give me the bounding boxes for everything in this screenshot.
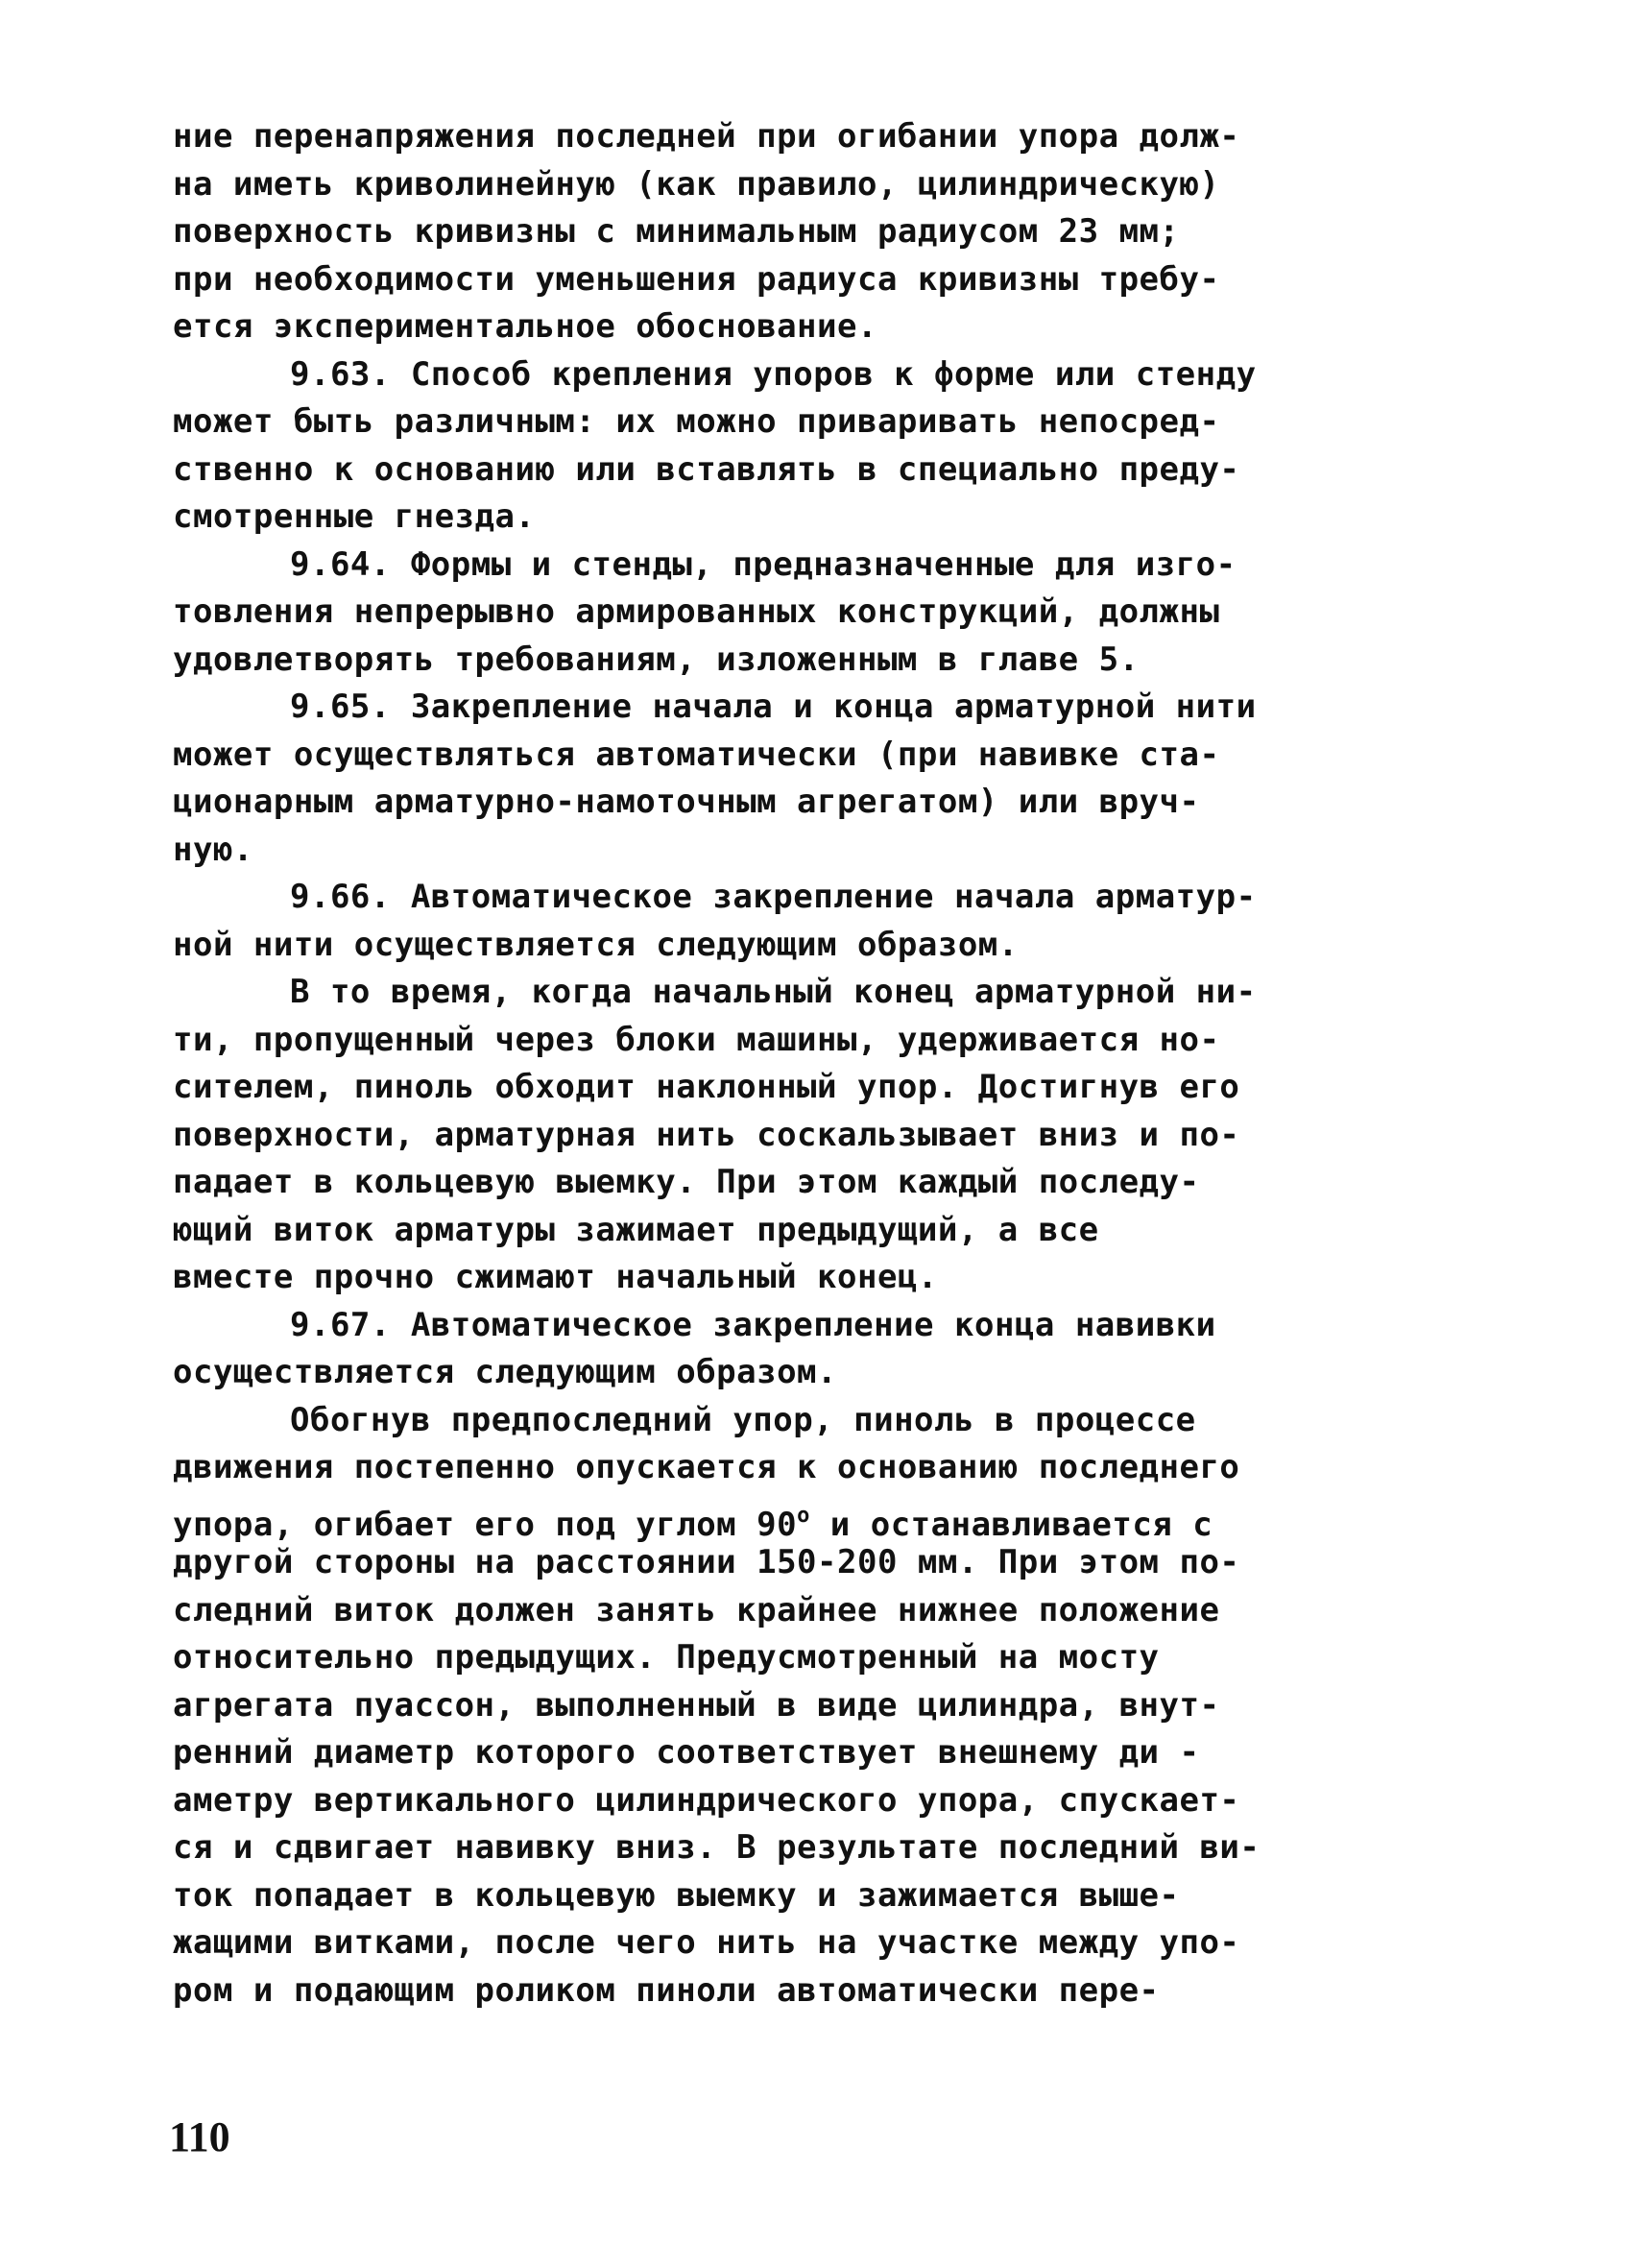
text-line xyxy=(173,446,1450,495)
text-line xyxy=(173,1872,1450,1920)
paragraph-9-64-first-line xyxy=(173,542,1450,590)
text-line xyxy=(173,1444,1450,1492)
text-line xyxy=(173,303,1450,351)
line-text: ционарным арматурно-намоточным агрегатом) или вруч- xyxy=(173,783,1200,821)
text-line xyxy=(173,732,1450,780)
text-line xyxy=(173,1159,1450,1207)
text-line xyxy=(173,1682,1450,1730)
line-text: аметру вертикального цилиндрического упора, спускает- xyxy=(173,1780,1240,1820)
text-line xyxy=(173,1634,1450,1682)
text-line xyxy=(173,208,1450,256)
line-text: ток попадает в кольцевую выемку и зажимается выше- xyxy=(173,1875,1180,1915)
line-text: 9.67. Автоматическое закрепление конца навивки xyxy=(290,1305,1216,1344)
line-text: вместе прочно сжимают начальный конец. xyxy=(173,1258,938,1296)
text-line xyxy=(173,113,1450,161)
page-text xyxy=(173,113,1450,2015)
line-text: движения постепенно опускается к основанию последнего xyxy=(173,1448,1240,1486)
text-line xyxy=(173,1254,1450,1302)
text-line-with-degree xyxy=(173,1492,1450,1544)
paragraph-first-line xyxy=(173,969,1450,1017)
line-text: другой стороны на расстоянии 150-200 мм. При этом по- xyxy=(173,1543,1240,1581)
paragraph-first-line xyxy=(173,1397,1450,1445)
text-line xyxy=(173,161,1450,209)
line-text: 9.64. Формы и стенды, предназначенные для изго- xyxy=(290,544,1237,584)
text-line xyxy=(173,1539,1450,1587)
line-text: ся и сдвигает навивку вниз. В результате последний ви- xyxy=(173,1828,1261,1867)
text-line xyxy=(173,1824,1450,1872)
line-text: 9.66. Автоматическое закрепление начала арматур- xyxy=(290,878,1257,916)
text-line xyxy=(173,1919,1450,1967)
line-text: смотренные гнезда. xyxy=(173,497,536,536)
text-line xyxy=(173,1349,1450,1397)
line-text: и останавливается с xyxy=(809,1505,1213,1544)
text-line xyxy=(173,398,1450,446)
line-text: жащими витками, после чего нить на участке между упо- xyxy=(173,1923,1240,1962)
line-text: на иметь криволинейную (как правило, цилиндрическую) xyxy=(173,164,1220,204)
line-text: ющий виток арматуры зажимает предыдущий, а все xyxy=(173,1210,1099,1249)
line-text: сителем, пиноль обходит наклонный упор. Достигнув его xyxy=(173,1068,1240,1106)
line-text: Обогнув предпоследний упор, пиноль в процессе xyxy=(290,1400,1196,1439)
paragraph-9-66-first-line xyxy=(173,874,1450,922)
page-number: 110 xyxy=(169,2113,230,2160)
paragraph-9-65-first-line xyxy=(173,684,1450,732)
line-text: упора, огибает его под углом 90 xyxy=(173,1505,798,1544)
line-text: ется экспериментальное обоснование. xyxy=(173,307,877,346)
line-text: 9.65. Закрепление начала и конца арматурной нити xyxy=(290,688,1257,726)
text-line xyxy=(173,922,1450,970)
paragraph-9-67-first-line xyxy=(173,1302,1450,1350)
degree-superscript: о xyxy=(797,1503,810,1528)
text-line xyxy=(173,1064,1450,1112)
line-text: ние перенапряжения последней при огибании упора долж- xyxy=(173,117,1240,156)
text-line xyxy=(173,1729,1450,1777)
paragraph-9-63-first-line xyxy=(173,351,1450,399)
text-line xyxy=(173,589,1450,637)
line-text: удовлетворять требованиям, изложенным в главе 5. xyxy=(173,639,1140,679)
text-line xyxy=(173,256,1450,304)
line-text: товления непрерывно армированных конструкций, должны xyxy=(173,592,1220,631)
line-text: может осуществляться автоматически (при навивке ста- xyxy=(173,735,1220,774)
text-line xyxy=(173,1112,1450,1160)
line-text: может быть различным: их можно приваривать непосред- xyxy=(173,402,1220,441)
line-text: следний виток должен занять крайнее нижнее положение xyxy=(173,1590,1220,1629)
line-text: осуществляется следующим образом. xyxy=(173,1353,838,1391)
line-text: при необходимости уменьшения радиуса кривизны требу- xyxy=(173,259,1220,299)
line-text: ренний диаметр которого соответствует внешнему ди - xyxy=(173,1733,1200,1772)
text-line xyxy=(173,1777,1450,1825)
line-text: падает в кольцевую выемку. При этом каждый последу- xyxy=(173,1163,1200,1201)
line-text: ственно к основанию или вставлять в специально преду- xyxy=(173,449,1240,489)
line-text: ной нити осуществляется следующим образом. xyxy=(173,925,1019,964)
line-text: поверхность кривизны с минимальным радиусом 23 мм; xyxy=(173,212,1180,251)
text-line xyxy=(173,1017,1450,1065)
line-text: В то время, когда начальный конец арматурной ни- xyxy=(290,973,1257,1011)
text-line xyxy=(173,494,1450,542)
text-line xyxy=(173,1967,1450,2015)
line-text: относительно предыдущих. Предусмотренный на мосту xyxy=(173,1638,1160,1677)
text-line xyxy=(173,779,1450,827)
line-text: ти, пропущенный через блоки машины, удерживается но- xyxy=(173,1020,1220,1059)
text-line xyxy=(173,637,1450,685)
line-text: поверхности, арматурная нить соскальзывает вниз и по- xyxy=(173,1115,1240,1154)
line-text: ром и подающим роликом пиноли автоматически пере- xyxy=(173,1970,1160,2010)
text-line xyxy=(173,827,1450,875)
line-text: ную. xyxy=(173,830,253,869)
text-line xyxy=(173,1207,1450,1255)
line-text: 9.63. Способ крепления упоров к форме или стенду xyxy=(290,354,1257,394)
line-text: агрегата пуассон, выполненный в виде цилиндра, внут- xyxy=(173,1685,1220,1725)
text-line xyxy=(173,1587,1450,1635)
